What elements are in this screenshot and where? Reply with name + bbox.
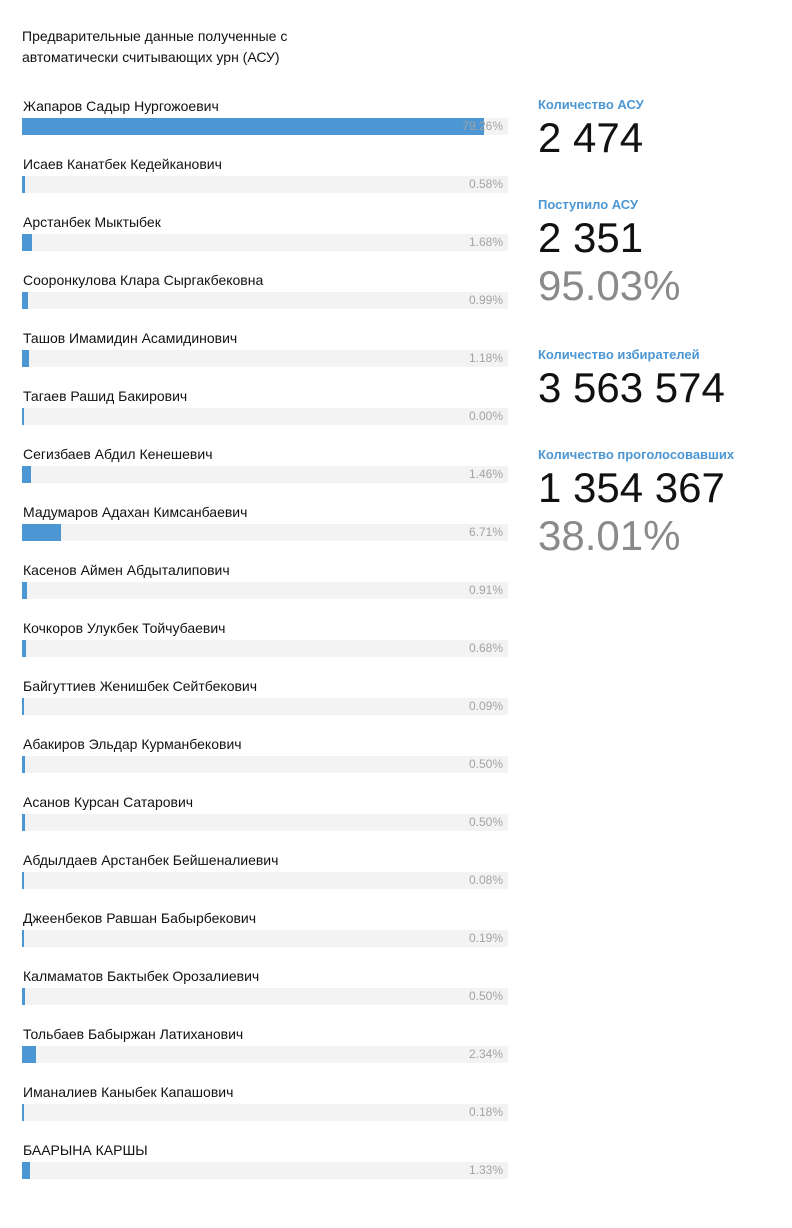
- bar-fill: [22, 1046, 36, 1063]
- bar-value-label: 1.46%: [468, 467, 503, 481]
- candidate-row: [22, 906, 508, 964]
- bar-fill: [22, 1162, 30, 1179]
- stat-voters: [538, 346, 778, 442]
- stat-asu-count-value: 2 474: [538, 114, 644, 161]
- bar-value-label: 0.18%: [468, 1105, 503, 1119]
- candidate-row: [22, 326, 508, 384]
- candidate-row: [22, 674, 508, 732]
- bar-fill: [22, 930, 24, 947]
- bar-fill: [22, 640, 26, 657]
- bar-fill: [22, 582, 27, 599]
- bar-track: [22, 988, 508, 1005]
- bar-track: [22, 756, 508, 773]
- stat-asu-received-label: Поступило АСУ: [538, 197, 639, 212]
- bar-fill: [22, 756, 25, 773]
- candidate-name: Касенов Аймен Абдыталипович: [23, 562, 230, 578]
- candidate-name: Абакиров Эльдар Курманбекович: [23, 736, 242, 752]
- stat-asu-count: [538, 96, 778, 192]
- stat-asu-received-value: 2 351: [538, 214, 644, 261]
- bar-value-label: 79.26%: [462, 119, 503, 133]
- stats-panel: [538, 96, 778, 598]
- candidate-row: [22, 384, 508, 442]
- bar-fill: [22, 408, 24, 425]
- bar-track: [22, 640, 508, 657]
- bar-fill: [22, 176, 25, 193]
- bar-track: [22, 872, 508, 889]
- stat-voted-pct: 38.01%: [538, 512, 681, 559]
- candidate-name: Джеенбеков Равшан Бабырбекович: [23, 910, 257, 926]
- bar-value-label: 0.58%: [468, 177, 503, 191]
- candidate-name: Байгуттиев Женишбек Сейтбекович: [23, 678, 258, 694]
- stat-asu-received-pct: 95.03%: [538, 262, 681, 309]
- candidate-name: Сегизбаев Абдил Кенешевич: [23, 446, 213, 462]
- stat-voters-label: Количество избирателей: [538, 347, 700, 362]
- stat-voters-value: 3 563 574: [538, 364, 725, 411]
- candidate-row: [22, 848, 508, 906]
- bar-track: [22, 292, 508, 309]
- candidate-name: Кочкоров Улукбек Тойчубаевич: [23, 620, 226, 636]
- stat-asu-received: [538, 196, 778, 348]
- bar-track: [22, 1104, 508, 1121]
- bar-fill: [22, 698, 24, 715]
- page-title: Предварительные данные полученные с автоматически считывающих урн (АСУ): [22, 28, 288, 65]
- bar-value-label: 0.68%: [468, 641, 503, 655]
- bar-value-label: 1.68%: [468, 235, 503, 249]
- stat-voted-value: 1 354 367: [538, 464, 725, 511]
- bar-fill: [22, 524, 61, 541]
- candidate-name: БААРЫНА КАРШЫ: [23, 1142, 148, 1158]
- bar-fill: [22, 988, 25, 1005]
- bar-track: [22, 466, 508, 483]
- bar-fill: [22, 1104, 24, 1121]
- candidate-row: [22, 964, 508, 1022]
- candidate-name: Ташов Имамидин Асамидинович: [23, 330, 238, 346]
- bar-track: [22, 698, 508, 715]
- candidate-row: [22, 1080, 508, 1138]
- bar-value-label: 2.34%: [468, 1047, 503, 1061]
- bar-fill: [22, 872, 24, 889]
- candidate-row: [22, 616, 508, 674]
- candidate-name: Абдылдаев Арстанбек Бейшеналиевич: [23, 852, 279, 868]
- stat-voted: [538, 446, 778, 598]
- candidate-row: [22, 1022, 508, 1080]
- bar-fill: [22, 118, 484, 135]
- candidate-row: [22, 152, 508, 210]
- bar-fill: [22, 350, 29, 367]
- bar-value-label: 0.19%: [468, 931, 503, 945]
- candidate-bar-chart: [22, 94, 508, 1196]
- candidate-row: [22, 210, 508, 268]
- candidate-name: Исаев Канатбек Кедейканович: [23, 156, 222, 172]
- candidate-name: Асанов Курсан Сатарович: [23, 794, 194, 810]
- candidate-name: Тольбаев Бабыржан Латиханович: [23, 1026, 244, 1042]
- candidate-row: [22, 558, 508, 616]
- candidate-row: [22, 442, 508, 500]
- bar-track: [22, 1046, 508, 1063]
- bar-value-label: 1.18%: [468, 351, 503, 365]
- candidate-name: Жапаров Садыр Нургожоевич: [23, 98, 219, 114]
- candidate-name: Иманалиев Каныбек Капашович: [23, 1084, 234, 1100]
- bar-value-label: 6.71%: [468, 525, 503, 539]
- candidate-row: [22, 268, 508, 326]
- candidate-row: [22, 732, 508, 790]
- bar-track: [22, 408, 508, 425]
- bar-value-label: 0.50%: [468, 989, 503, 1003]
- bar-value-label: 0.09%: [468, 699, 503, 713]
- candidate-name: Арстанбек Мыктыбек: [23, 214, 161, 230]
- bar-track: [22, 814, 508, 831]
- bar-track: [22, 350, 508, 367]
- candidate-name: Калмаматов Бактыбек Орозалиевич: [23, 968, 260, 984]
- candidate-row: [22, 500, 508, 558]
- bar-track: [22, 234, 508, 251]
- bar-value-label: 0.91%: [468, 583, 503, 597]
- candidate-row: [22, 790, 508, 848]
- stat-voted-label: Количество проголосовавших: [538, 447, 735, 462]
- bar-value-label: 0.50%: [468, 815, 503, 829]
- bar-fill: [22, 814, 25, 831]
- bar-fill: [22, 292, 28, 309]
- candidate-name: Тагаев Рашид Бакирович: [23, 388, 188, 404]
- bar-value-label: 0.08%: [468, 873, 503, 887]
- bar-track: [22, 176, 508, 193]
- bar-track: [22, 930, 508, 947]
- candidate-row: [22, 94, 508, 152]
- bar-fill: [22, 466, 31, 483]
- bar-value-label: 0.99%: [468, 293, 503, 307]
- bar-value-label: 0.50%: [468, 757, 503, 771]
- candidate-name: Мадумаров Адахан Кимсанбаевич: [23, 504, 248, 520]
- bar-track: [22, 118, 508, 135]
- stat-asu-count-label: Количество АСУ: [538, 97, 644, 112]
- bar-fill: [22, 234, 32, 251]
- bar-track: [22, 582, 508, 599]
- bar-track: [22, 1162, 508, 1179]
- bar-value-label: 1.33%: [468, 1163, 503, 1177]
- bar-value-label: 0.00%: [468, 409, 503, 423]
- candidate-row: [22, 1138, 508, 1196]
- bar-track: [22, 524, 508, 541]
- candidate-name: Сооронкулова Клара Сыргакбековна: [23, 272, 264, 288]
